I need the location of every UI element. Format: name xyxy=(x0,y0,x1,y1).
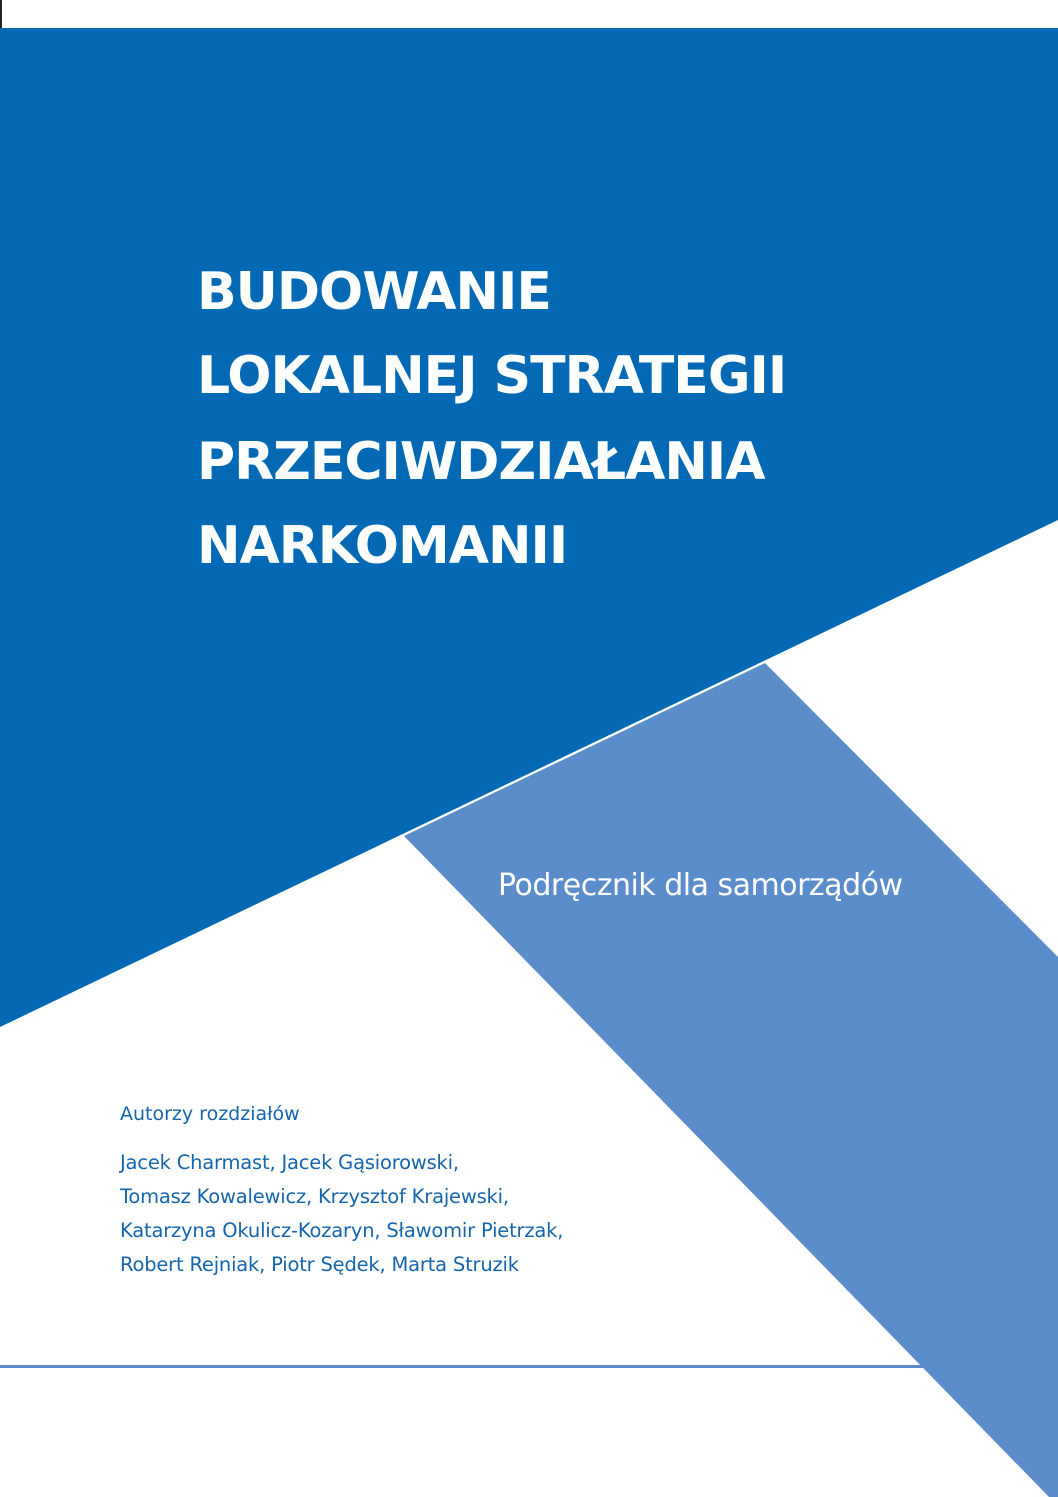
title-line-2: LOKALNEJ STRATEGII xyxy=(197,346,787,406)
author-line-3: Katarzyna Okulicz-Kozaryn, Sławomir Pietrzak, xyxy=(120,1219,564,1242)
author-line-2: Tomasz Kowalewicz, Krzysztof Krajewski, xyxy=(120,1185,509,1208)
title-line-1: BUDOWANIE xyxy=(197,262,551,322)
authors-heading: Autorzy rozdziałów xyxy=(120,1103,300,1125)
author-line-4: Robert Rejniak, Piotr Sędek, Marta Struzik xyxy=(120,1253,519,1276)
title-line-3: PRZECIWDZIAŁANIA xyxy=(197,432,765,492)
subtitle: Podręcznik dla samorządów xyxy=(498,868,903,903)
bottom-divider xyxy=(0,1365,940,1368)
crop-mark xyxy=(0,0,2,28)
light-blue-band xyxy=(404,663,1058,1497)
title-line-4: NARKOMANII xyxy=(197,516,568,576)
author-line-1: Jacek Charmast, Jacek Gąsiorowski, xyxy=(120,1151,459,1174)
authors-block xyxy=(120,1100,563,1282)
